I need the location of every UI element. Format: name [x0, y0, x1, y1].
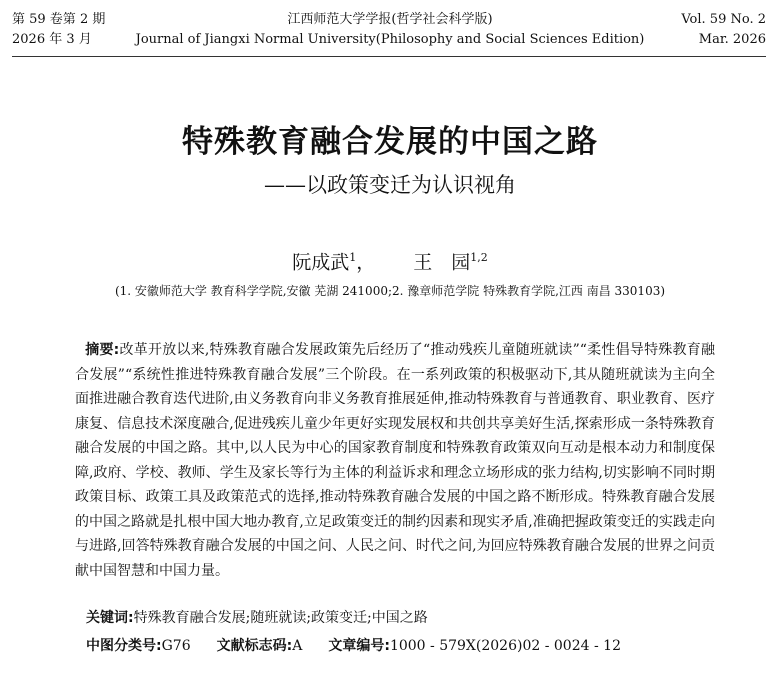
doc-code-value: A — [292, 638, 303, 654]
publication-date-english: Mar. 2026 — [698, 32, 766, 47]
doc-code-label: 文献标志码: — [216, 638, 293, 654]
article-title: 特殊教育融合发展的中国之路 — [182, 124, 598, 160]
author-separator: ， — [356, 251, 376, 274]
abstract-text: 改革开放以来,特殊教育融合发展政策先后经历了“推动残疾儿童随班就读”“柔性倡导特殊教育融合发展”“系统性推进特殊教育融合发展”三个阶段。在一系列政策的积极驱动下,其从随班就读为主向全面推进融合教育迭代进阶,由义务教育向非义务教育推展延伸,推动特殊教育与普通教育、职业教育、医疗康复、信息技术深度融合,促进残疾儿童少年更好实现发展权和共创共享美好生活,探索形成一条特殊教育融合发展的中国之路。其中,以人民为中心的国家教育制度和特殊教育政策双向互动是根本动力和制度保障,政府、学校、教师、学生及家长等行为主体的利益诉求和理念立场形成的张力结构,切实影响不同时期政策目标、政策工具及政策范式的选择,推动特殊教育融合发展的中国之路不断形成。特殊教育融合发展的中国之路就是扎根中国大地办教育,立足政策变迁的制约因素和现实矛盾,准确把握政策变迁的实践走向与进路,回答特殊教育融合发展的中国之问、人民之问、时代之问,为回应特殊教育融合发展的世界之问贡献中国智慧和中国力量。 — [75, 342, 715, 579]
author-name: 阮成武 — [292, 251, 350, 274]
author-affiliations: (1. 安徽师范大学 教育科学学院,安徽 芜湖 241000;2. 豫章师范学院 特殊教育学院,江西 南昌 330103) — [114, 284, 666, 298]
article-number-value: 1000 - 579X(2026)02 - 0024 - 12 — [389, 638, 621, 654]
volume-issue: 第 59 卷第 2 期 — [12, 12, 106, 27]
author-affiliation-mark: 1,2 — [470, 251, 488, 264]
header-rule — [12, 56, 766, 57]
article-number-label: 文章编号: — [328, 638, 390, 654]
article-subtitle: ——以政策变迁为认识视角 — [264, 173, 516, 197]
keywords-text: 特殊教育融合发展;随班就读;政策变迁;中国之路 — [133, 610, 428, 626]
volume-issue-english: Vol. 59 No. 2 — [681, 12, 766, 27]
journal-name-english: Journal of Jiangxi Normal University(Philosophy and Social Sciences Edition) — [135, 32, 645, 47]
journal-name-chinese: 江西师范大学学报(哲学社会科学版) — [287, 12, 493, 27]
clc-value: G76 — [161, 638, 191, 654]
author-name: 王 园 — [413, 251, 471, 274]
clc-label: 中图分类号: — [86, 638, 162, 654]
abstract — [75, 338, 715, 583]
author-affiliation-mark: 1 — [349, 251, 357, 264]
abstract-label: 摘要: — [85, 342, 120, 358]
journal-name — [0, 10, 780, 50]
publication-date: 2026 年 3 月 — [12, 32, 92, 47]
keywords — [86, 606, 428, 630]
article-metadata — [86, 634, 621, 658]
journal-volume-info-english — [681, 10, 766, 50]
author-list — [0, 244, 780, 276]
keywords-label: 关键词: — [86, 610, 134, 626]
